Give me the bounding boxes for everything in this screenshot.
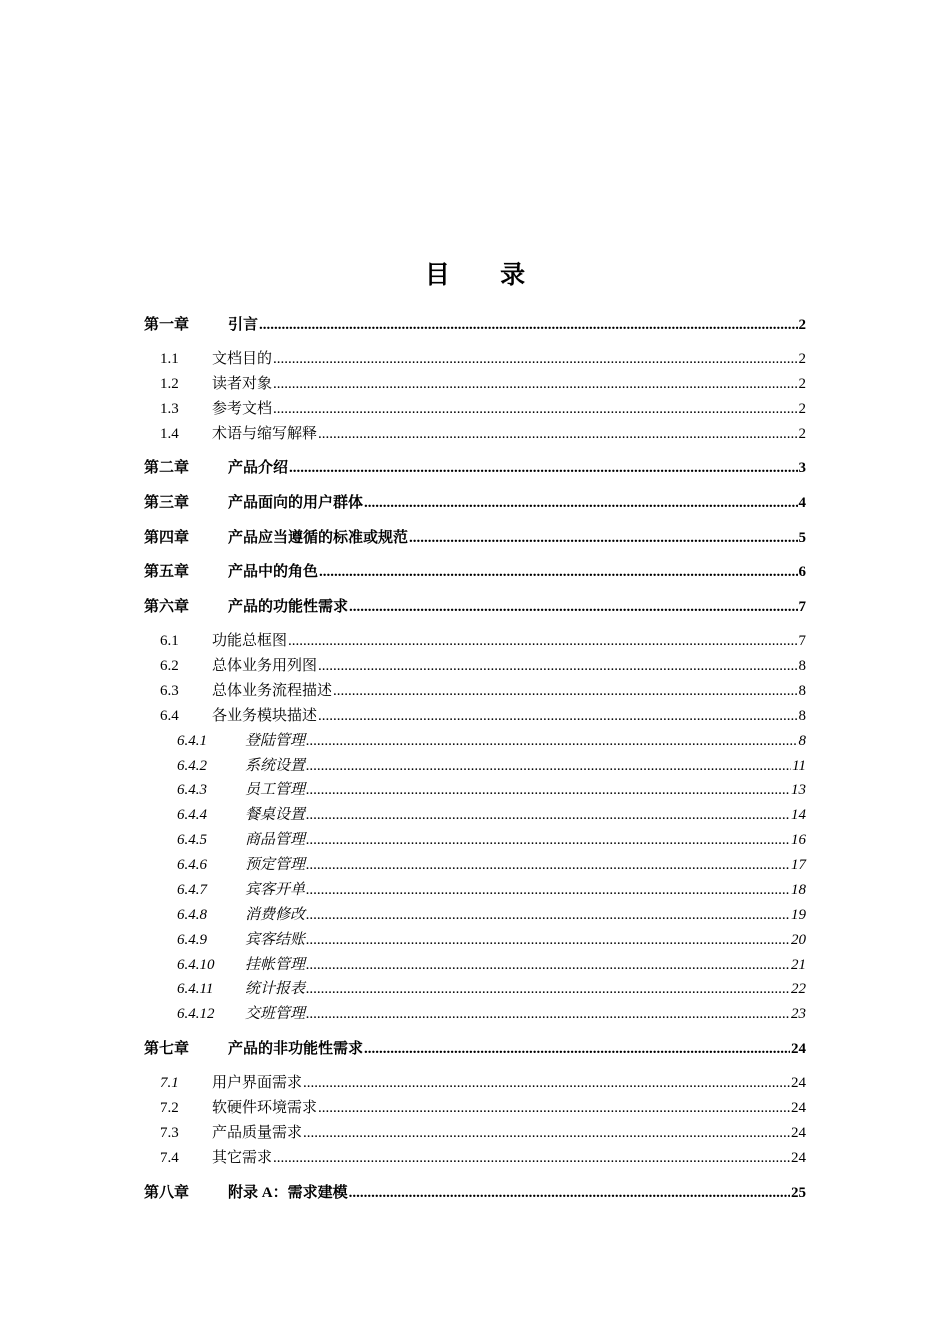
dot-leader [333,681,797,701]
toc-entry-page: 24 [791,1125,806,1141]
dot-leader [303,1123,790,1143]
dot-leader [273,349,797,369]
toc-entry-title: 术语与缩写解释 [212,426,318,442]
toc-entry[interactable] [144,629,806,651]
toc-entry[interactable] [144,778,806,800]
dot-leader [306,830,790,850]
toc-entry-title: 产品应当遵循的标准或规范 [228,530,409,546]
toc-entry-page: 17 [791,857,806,873]
toc-entry-page: 2 [798,351,806,367]
toc-entry[interactable] [144,977,806,999]
toc-entry[interactable] [144,422,806,444]
toc-entry[interactable] [144,397,806,419]
toc-entry-number: 第六章 [144,599,190,615]
toc-entry-title: 登陆管理 [245,733,306,749]
toc-entry[interactable] [144,803,806,825]
toc-entry-page: 24 [791,1075,806,1091]
toc-entry-number: 1.4 [160,426,179,442]
dot-leader [306,805,790,825]
toc-entry-page: 7 [798,633,806,649]
toc-entry[interactable] [144,526,806,548]
toc-entry[interactable] [144,372,806,394]
toc-entry-number: 6.3 [160,683,179,699]
toc-entry-number: 6.4.11 [177,981,214,997]
toc-entry-title: 产品的功能性需求 [228,599,349,615]
toc-entry-number: 第四章 [144,530,190,546]
toc-entry-title: 总体业务用列图 [212,658,318,674]
toc-entry-page: 2 [798,401,806,417]
toc-entry-number: 1.3 [160,401,179,417]
dot-leader [303,1073,790,1093]
toc-entry-title: 预定管理 [245,857,306,873]
dot-leader [364,1039,790,1059]
toc-entry-title: 宾客结账 [245,932,306,948]
toc-entry-number: 6.4.10 [177,957,215,973]
toc-entry-page: 14 [791,807,806,823]
dot-leader [306,855,790,875]
dot-leader [306,955,790,975]
toc-entry-page: 3 [798,460,806,476]
toc-entry[interactable] [144,347,806,369]
toc-entry-title: 其它需求 [212,1150,273,1166]
toc-entry-title: 文档目的 [212,351,273,367]
toc-entry-page: 24 [791,1100,806,1116]
toc-entry[interactable] [144,456,806,478]
toc-entry[interactable] [144,595,806,617]
toc-entry[interactable] [144,313,806,335]
toc-entry-number: 6.4.9 [177,932,207,948]
toc-entry[interactable] [144,1096,806,1118]
toc-entry-page: 20 [791,932,806,948]
toc-entry-title: 各业务模块描述 [212,708,318,724]
dot-leader [273,374,797,394]
toc-entry[interactable] [144,853,806,875]
toc-entry[interactable] [144,953,806,975]
toc-entry-page: 8 [798,733,806,749]
toc-entry-number: 第七章 [144,1041,190,1057]
toc-entry-number: 6.4.3 [177,782,207,798]
toc-entry-number: 7.2 [160,1100,179,1116]
toc-entry-title: 参考文档 [212,401,273,417]
dot-leader [273,1148,790,1168]
toc-entry[interactable] [144,704,806,726]
dot-leader [318,656,797,676]
dot-leader [318,706,797,726]
toc-entry-page: 7 [798,599,806,615]
toc-entry-title: 餐桌设置 [245,807,306,823]
toc-entry-number: 6.4.7 [177,882,207,898]
toc-entry[interactable] [144,754,806,776]
dot-leader [306,731,797,751]
toc-entry[interactable] [144,928,806,950]
toc-entry-page: 11 [792,758,806,774]
toc-entry-page: 21 [791,957,806,973]
toc-entry-page: 25 [791,1185,806,1201]
toc-entry-title: 产品介绍 [228,460,289,476]
toc-entry-title: 产品的非功能性需求 [228,1041,364,1057]
toc-entry-number: 6.4.4 [177,807,207,823]
toc-entry[interactable] [144,1037,806,1059]
toc-entry-title: 消费修改 [245,907,306,923]
toc-entry-title: 用户界面需求 [212,1075,303,1091]
toc-entry-number: 6.4.12 [177,1006,215,1022]
toc-entry-page: 5 [798,530,806,546]
toc-title: 目 录 [424,262,548,289]
toc-entry-number: 6.4 [160,708,179,724]
toc-entry-title: 引言 [228,317,259,333]
toc-entry-page: 16 [791,832,806,848]
toc-entry-title: 宾客开单 [245,882,306,898]
toc-entry-page: 22 [791,981,806,997]
toc-entry-number: 第五章 [144,564,190,580]
dot-leader [318,1098,790,1118]
dot-leader [409,528,797,548]
toc-entry-number: 7.4 [160,1150,179,1166]
toc-entry-number: 7.1 [160,1075,179,1091]
toc-entry-page: 8 [798,658,806,674]
toc-entry[interactable] [144,903,806,925]
toc-entry-page: 24 [791,1041,806,1057]
toc-entry-title: 附录 A：需求建模 [228,1185,348,1201]
toc-entry-title: 软硬件环境需求 [212,1100,318,1116]
toc-entry-title: 统计报表 [245,981,306,997]
toc-entry-number: 第一章 [144,317,190,333]
toc-entry-page: 8 [798,683,806,699]
toc-entry-number: 6.2 [160,658,179,674]
toc-entry[interactable] [144,1121,806,1143]
dot-leader [306,780,790,800]
toc-entry-page: 24 [791,1150,806,1166]
dot-leader [318,424,797,444]
toc-entry[interactable] [144,491,806,513]
dot-leader [306,979,790,999]
toc-entry-title: 交班管理 [245,1006,306,1022]
toc-entry[interactable] [144,1002,806,1024]
toc-entry-title: 系统设置 [245,758,306,774]
toc-entry-page: 19 [791,907,806,923]
toc-entry[interactable] [144,654,806,676]
toc-entry-number: 6.4.5 [177,832,207,848]
toc-entry-number: 第二章 [144,460,190,476]
toc-entry-number: 6.4.2 [177,758,207,774]
dot-leader [273,399,797,419]
toc-entry-title: 读者对象 [212,376,273,392]
toc-entry[interactable] [144,878,806,900]
toc-entry[interactable] [144,679,806,701]
toc-entry-title: 总体业务流程描述 [212,683,333,699]
toc-entry[interactable] [144,1146,806,1168]
toc-entry-page: 4 [798,495,806,511]
toc-entry[interactable] [144,828,806,850]
toc-entry-page: 2 [798,426,806,442]
dot-leader [349,597,797,617]
toc-entry-number: 7.3 [160,1125,179,1141]
dot-leader [306,880,790,900]
toc-entry-number: 第三章 [144,495,190,511]
toc-entry-title: 员工管理 [245,782,306,798]
toc-entry-number: 6.4.1 [177,733,207,749]
dot-leader [288,631,797,651]
dot-leader [306,1004,790,1024]
toc-entry-number: 1.1 [160,351,179,367]
toc-entry-page: 13 [791,782,806,798]
toc-entry-title: 挂帐管理 [245,957,306,973]
dot-leader [306,930,790,950]
dot-leader [319,562,797,582]
toc-entry-title: 产品中的角色 [228,564,319,580]
toc-entry[interactable] [144,1071,806,1093]
toc-entry-number: 6.4.8 [177,907,207,923]
toc-entry-title: 产品面向的用户群体 [228,495,364,511]
dot-leader [306,756,791,776]
toc-entry[interactable] [144,729,806,751]
toc-entry-page: 18 [791,882,806,898]
dot-leader [259,315,797,335]
toc-entry-title: 商品管理 [245,832,306,848]
toc-entry-number: 6.1 [160,633,179,649]
toc-entry-title: 产品质量需求 [212,1125,303,1141]
dot-leader [349,1183,790,1203]
toc-entry-number: 6.4.6 [177,857,207,873]
dot-leader [364,493,797,513]
toc-entry-page: 6 [798,564,806,580]
toc-entry-number: 1.2 [160,376,179,392]
toc-entry-number: 第八章 [144,1185,190,1201]
toc-entry-title: 功能总框图 [212,633,288,649]
toc-entry-page: 23 [791,1006,806,1022]
dot-leader [306,905,790,925]
toc-entry-page: 2 [798,317,806,333]
toc-entry[interactable] [144,1181,806,1203]
dot-leader [289,458,797,478]
toc-entry-page: 2 [798,376,806,392]
toc-entry-page: 8 [798,708,806,724]
toc-entry[interactable] [144,560,806,582]
